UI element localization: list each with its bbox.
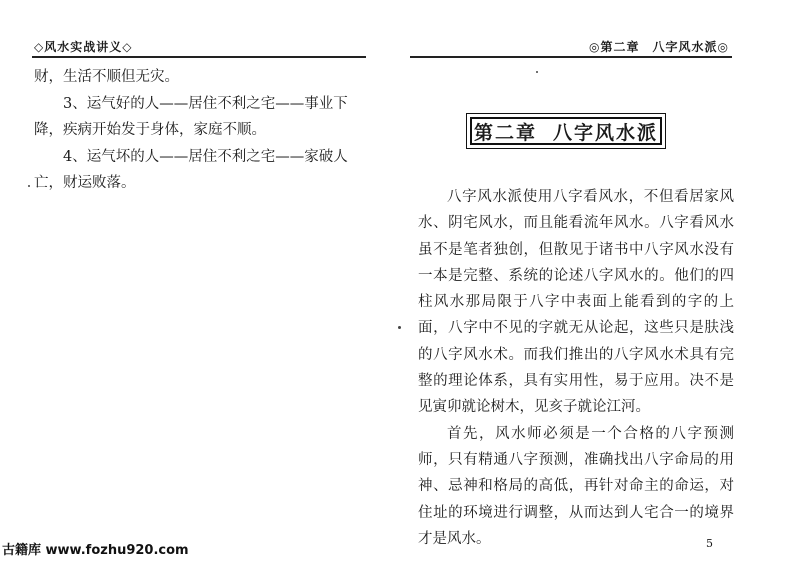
right-running-head: ◎第二章 八字风水派◎ [589, 40, 729, 54]
left-paragraph-3: 4、运气坏的人——居住不利之宅——家破人亡，财运败落。 [34, 148, 348, 191]
right-page-body [418, 184, 734, 552]
scan-speck [536, 71, 538, 73]
chapter-title-frame [470, 117, 662, 145]
chapter-title-box [466, 113, 666, 149]
chapter-name: 八字风水派 [553, 121, 659, 144]
right-header-rule [410, 56, 732, 58]
left-running-head: ◇风水实战讲义◇ [34, 40, 133, 54]
left-page [0, 0, 396, 561]
left-header-rule [32, 56, 366, 58]
scan-speck [28, 185, 30, 187]
right-paragraph-2: 首先，风水师必须是一个合格的八字预测师，只有精通八字预测，准确找出八字命局的用神、忌神和格局的高低，再针对命主的命运，对住址的环境进行调整，从而达到人宅合一的境界才是风水。 [418, 425, 734, 547]
right-paragraph-1: 八字风水派使用八字看风水，不但看居家风水、阴宅风水，而且能看流年风水。八字看风水虽不是笔者独创，但散见于诸书中八字风水没有一本是完整、系统的论述八字风水的。他们的四柱风水那局限于八字中表面上能看到的字的上面，八字中不见的字就无从论起，这些只是肤浅的八字风水术。而我们推出的八字风水术具有完整的理论体系，具有实用性，易于应用。决不是见寅卯就论树木，见亥子就论江河。 [418, 189, 734, 416]
site-watermark: 古籍库 www.fozhu920.com [2, 543, 189, 558]
left-page-body [34, 64, 358, 197]
chapter-number: 第二章 [473, 121, 537, 144]
left-paragraph-1: 财，生活不顺但无灾。 [34, 69, 179, 85]
page-number: 5 [706, 537, 713, 550]
left-paragraph-2: 3、运气好的人——居住不利之宅——事业下降，疾病开始发于身体，家庭不顺。 [34, 95, 348, 138]
scan-speck [398, 326, 401, 329]
right-page [396, 0, 793, 561]
